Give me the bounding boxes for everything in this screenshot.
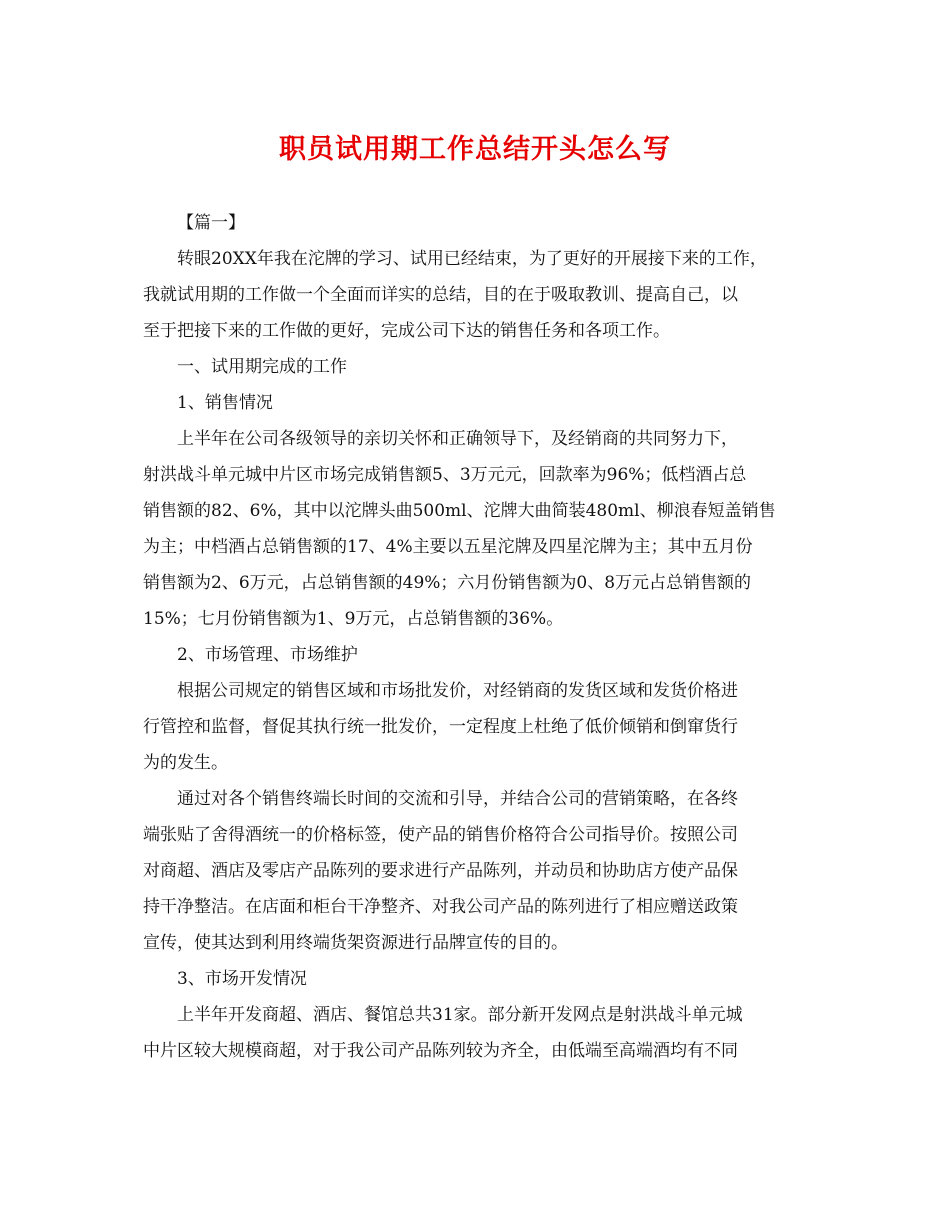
body-line: 根据公司规定的销售区域和市场批发价，对经销商的发货区域和发货价格进 (177, 681, 738, 701)
body-line: 通过对各个销售终端长时间的交流和引导，并结合公司的营销策略，在各终 (177, 789, 738, 809)
body-line: 销售额的82、6%，其中以沱牌头曲500ml、沱牌大曲简装480ml、柳浪春短盖销售 (143, 501, 776, 521)
body-line: 至于把接下来的工作做的更好，完成公司下达的销售任务和各项工作。 (143, 321, 670, 341)
body-line: 3、市场开发情况 (177, 969, 307, 989)
body-line: 持干净整洁。在店面和柜台干净整齐、对我公司产品的陈列进行了相应赠送政策 (143, 897, 738, 917)
body-line: 2、市场管理、市场维护 (177, 645, 358, 665)
body-line: 销售额为2、6万元，占总销售额的49%；六月份销售额为0、8万元占总销售额的 (143, 573, 752, 593)
body-line: 上半年开发商超、酒店、餐馆总共31家。部分新开发网点是射洪战斗单元城 (177, 1005, 743, 1025)
body-line: 为的发生。 (143, 753, 228, 773)
document-body (143, 205, 805, 1069)
body-line: 一、试用期完成的工作 (177, 357, 347, 377)
body-line: 转眼20XX年我在沱牌的学习、试用已经结束，为了更好的开展接下来的工作， (177, 249, 767, 269)
document-title: 职员试用期工作总结开头怎么写 (279, 134, 671, 165)
body-line: 【篇一】 (177, 213, 245, 233)
body-line: 射洪战斗单元城中片区市场完成销售额5、3万元元，回款率为96%；低档酒占总 (143, 465, 747, 485)
body-line: 1、销售情况 (177, 393, 273, 413)
body-line: 对商超、酒店及零店产品陈列的要求进行产品陈列，并动员和协助店方使产品保 (143, 861, 738, 881)
body-line: 端张贴了舍得酒统一的价格标签，使产品的销售价格符合公司指导价。按照公司 (143, 825, 738, 845)
body-line: 我就试用期的工作做一个全面而详实的总结，目的在于吸取教训、提高自己，以 (143, 285, 738, 305)
body-line: 中片区较大规模商超，对于我公司产品陈列较为齐全，由低端至高端酒均有不同 (143, 1041, 738, 1061)
body-line: 上半年在公司各级领导的亲切关怀和正确领导下，及经销商的共同努力下， (177, 429, 738, 449)
body-line: 15%；七月份销售额为1、9万元，占总销售额的36%。 (143, 609, 564, 629)
body-line: 宣传，使其达到利用终端货架资源进行品牌宣传的目的。 (143, 933, 568, 953)
body-line: 行管控和监督，督促其执行统一批发价，一定程度上杜绝了低价倾销和倒窜货行 (143, 717, 738, 737)
body-line: 为主；中档酒占总销售额的17、4%主要以五星沱牌及四星沱牌为主；其中五月份 (143, 537, 753, 557)
